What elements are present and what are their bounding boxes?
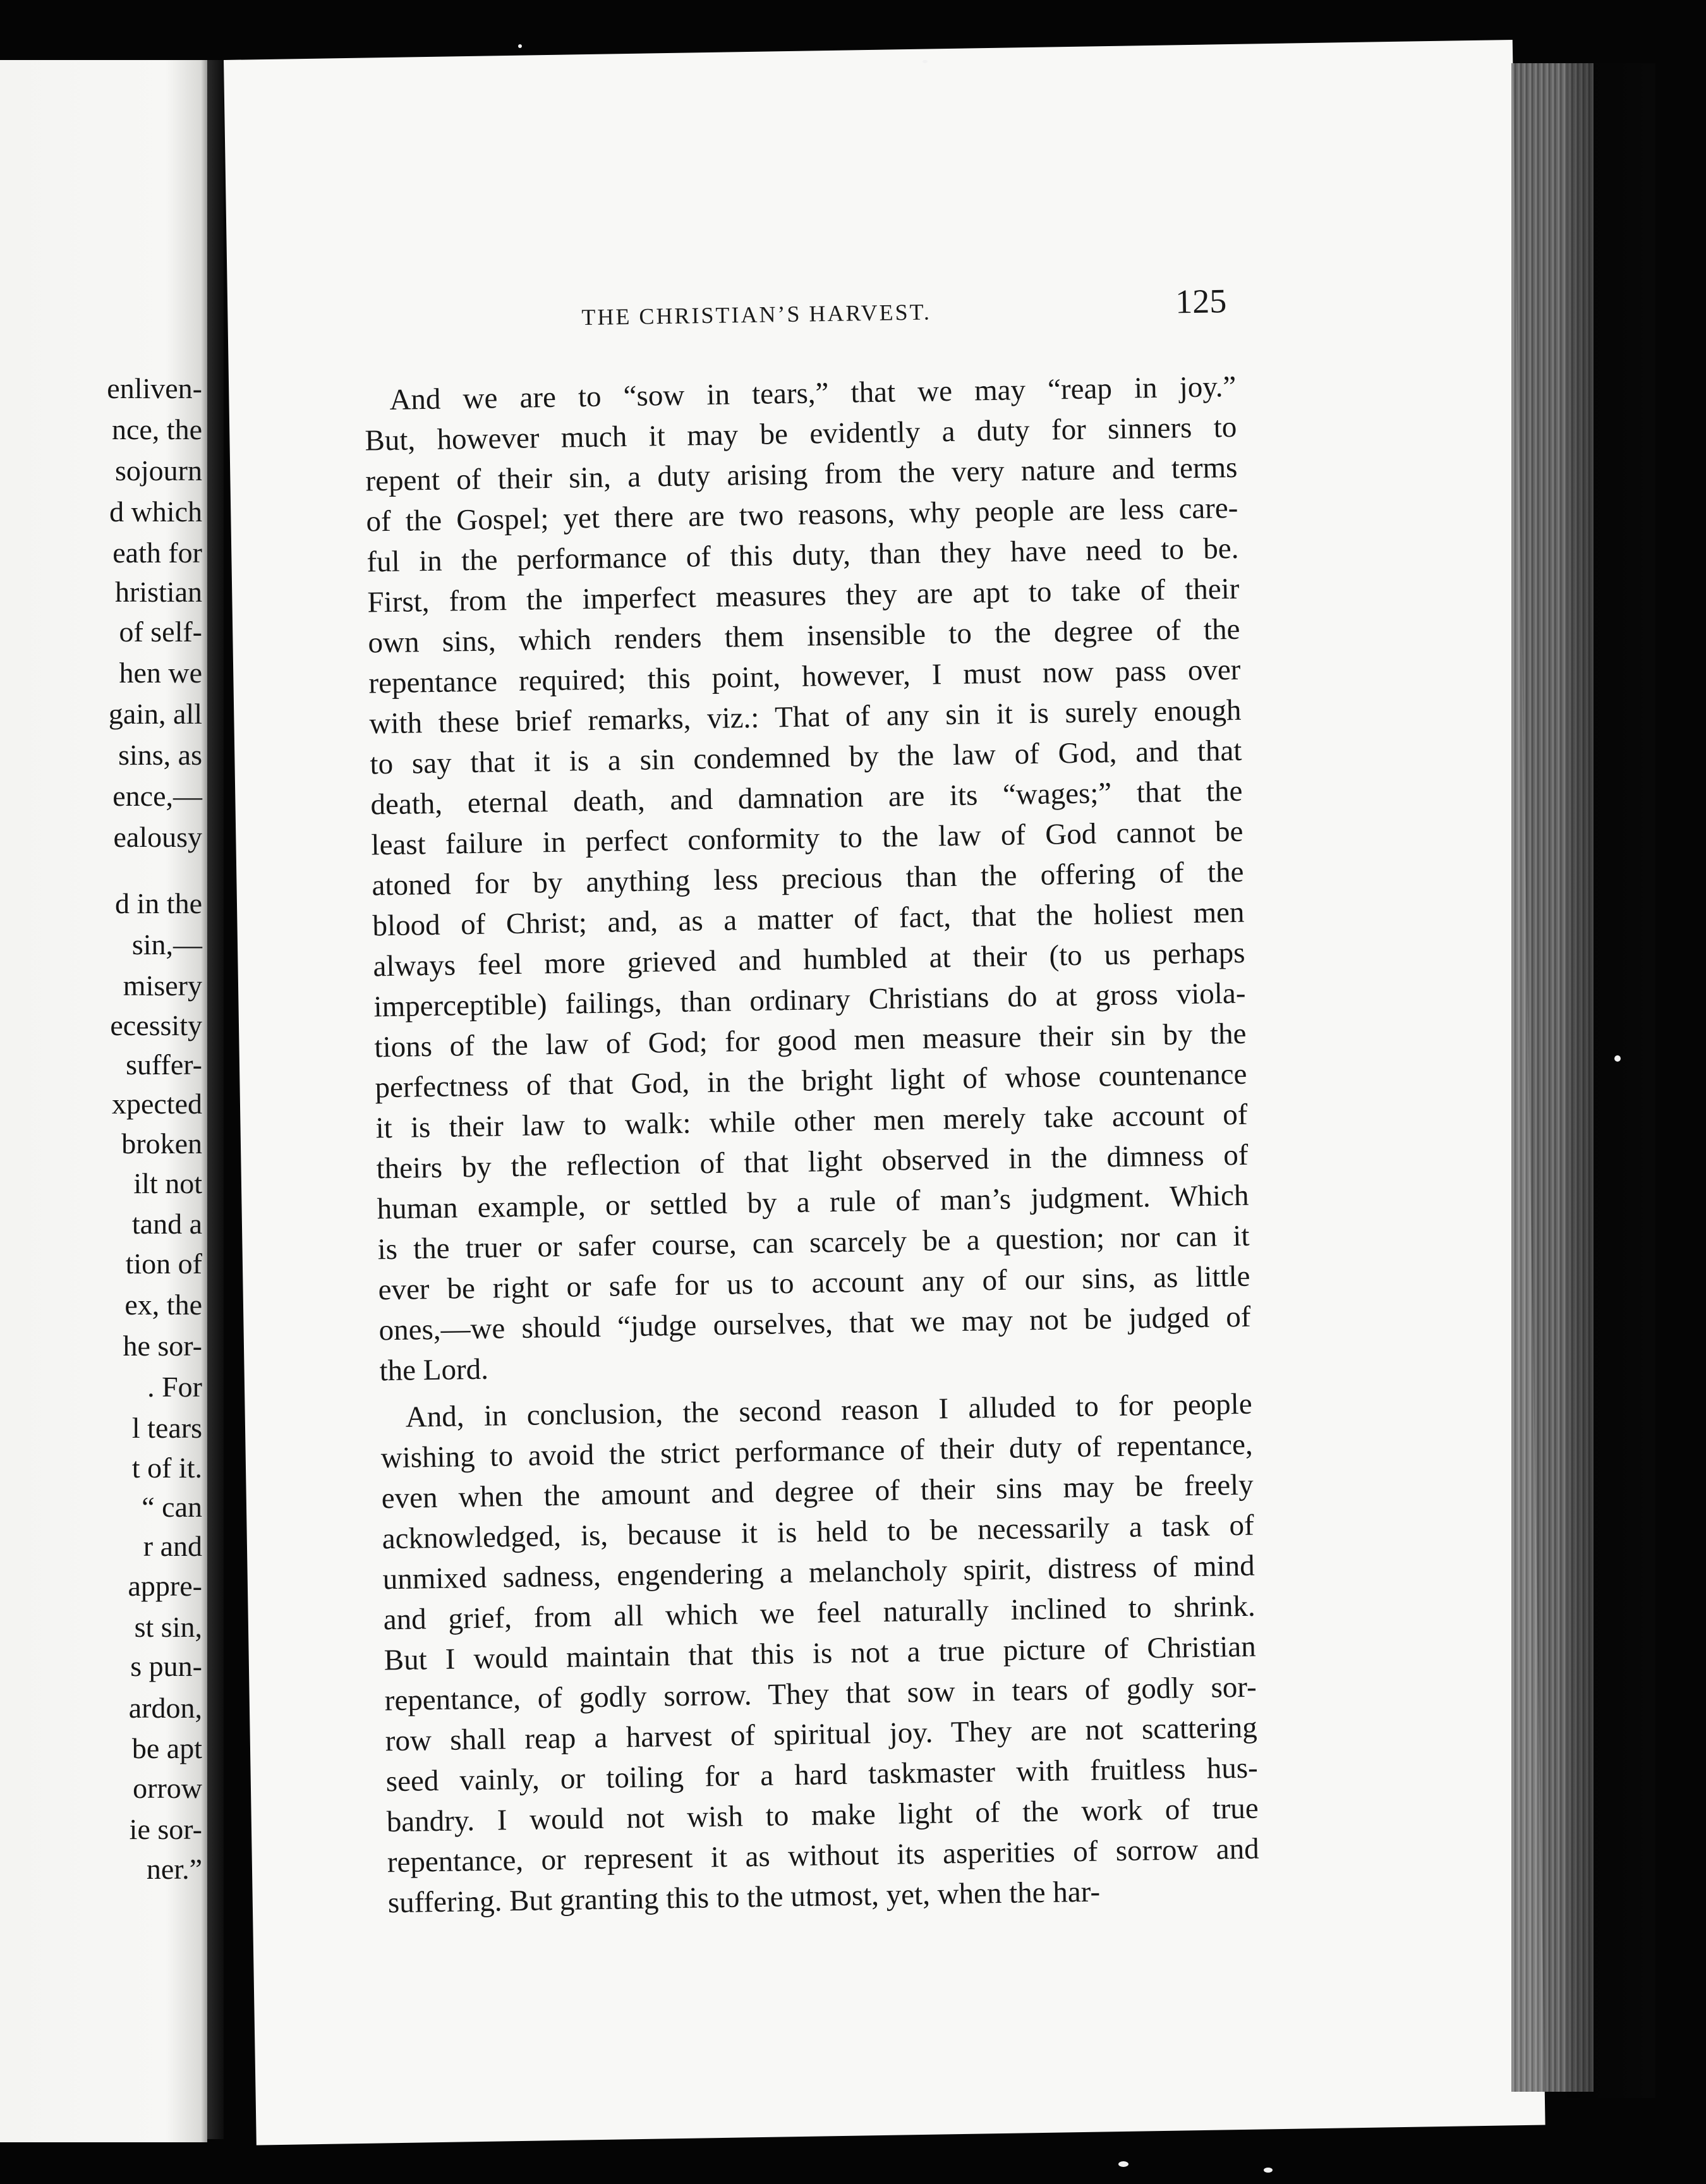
text-line: wishing to avoid the strict performance of their duty of repentance,: [380, 1428, 1254, 1475]
text-line: ones,—we should “judge ourselves, that we may not be judged of: [378, 1300, 1251, 1347]
text-line: is the truer or safer course, can scarcely be a question; nor can it: [377, 1219, 1250, 1266]
left-page-line: d which: [109, 495, 202, 528]
dust-speck: [1264, 2168, 1273, 2173]
text-line: And, in conclusion, the second reason I alluded to for people: [405, 1387, 1253, 1434]
left-page-line: t of it.: [131, 1452, 202, 1484]
text-line: But, however much it may be evidently a duty for sinners to: [365, 410, 1237, 458]
text-line: death, eternal death, and damnation are its “wages;” that the: [370, 774, 1243, 822]
text-line: ever be right or safe for us to account any of our sins, as little: [378, 1259, 1250, 1307]
text-line: ful in the performance of this duty, than they have need to be.: [366, 531, 1239, 579]
text-line: blood of Christ; and, as a matter of fact, that the holiest men: [372, 895, 1245, 943]
text-line: atoned for by anything less precious than the offering of the: [372, 855, 1244, 902]
text-line: repentance required; this point, however, I must now pass over: [368, 653, 1241, 700]
left-page-line: eath for: [112, 537, 202, 569]
left-page-line: nce, the: [111, 413, 202, 446]
left-page-line: ealousy: [113, 821, 202, 853]
left-page-line: he sor-: [123, 1330, 202, 1362]
left-page-line: r and: [143, 1530, 202, 1562]
text-line: even when the amount and degree of their sins may be freely: [381, 1468, 1254, 1515]
page-number: 125: [1175, 282, 1227, 321]
dust-speck: [1118, 2161, 1128, 2167]
text-line: to say that it is a sin condemned by the law of God, and that: [370, 734, 1242, 781]
text-line: human example, or settled by a rule of man’s judgment. Which: [377, 1179, 1249, 1226]
left-page-line: s pun-: [130, 1650, 202, 1682]
running-head: THE CHRISTIAN’S HARVEST.: [581, 299, 932, 331]
text-line: suffering. But granting this to the utmost, yet, when the har-: [387, 1875, 1101, 1920]
left-page-line: gain, all: [108, 698, 202, 730]
left-page-line: of self-: [119, 616, 202, 648]
text-line: repentance, or represent it as without its asperities of sorrow and: [387, 1832, 1260, 1879]
left-page-line: sins, as: [118, 739, 202, 771]
text-line: it is their law to walk: while other men merely take account of: [375, 1098, 1248, 1145]
left-page-line: be apt: [131, 1732, 202, 1764]
text-line: of the Gospel; yet there are two reasons, why people are less care-: [366, 491, 1238, 538]
left-page-line: misery: [123, 969, 202, 1002]
text-line: always feel more grieved and humbled at their (to us perhaps: [373, 936, 1245, 983]
text-line: and grief, from all which we feel naturally inclined to shrink.: [383, 1589, 1256, 1637]
text-line: unmixed sadness, engendering a melancholy spirit, distress of mind: [382, 1549, 1255, 1596]
text-line: least failure in perfect conformity to the law of God cannot be: [371, 815, 1243, 862]
text-line: But I would maintain that this is not a true picture of Christian: [384, 1630, 1257, 1677]
left-page-line: ilt not: [133, 1167, 202, 1199]
right-page: [224, 40, 1546, 2145]
left-page-line: sin,—: [131, 928, 202, 961]
left-page-line: xpected: [111, 1088, 202, 1120]
left-page-line: orrow: [133, 1772, 202, 1804]
body-text: [364, 367, 1260, 1923]
text-line: And we are to “sow in tears,” that we may “reap in joy.”: [389, 370, 1237, 416]
text-line: row shall reap a harvest of spiritual joy. They are not scattering: [385, 1711, 1258, 1758]
text-line: bandry. I would not wish to make light of the work of true: [386, 1792, 1259, 1839]
text-line: First, from the imperfect measures they are apt to take of their: [367, 572, 1240, 619]
page-edge-shadow: [1567, 63, 1655, 2098]
left-page-line: broken: [121, 1127, 202, 1160]
left-page-line: st sin,: [134, 1611, 202, 1643]
left-page-line: . For: [147, 1371, 202, 1403]
text-line: the Lord.: [379, 1352, 489, 1388]
book-gutter: [207, 60, 224, 2139]
left-page-line: ex, the: [124, 1289, 202, 1321]
left-page-line: ner.”: [146, 1853, 202, 1885]
left-page-line: ardon,: [128, 1692, 202, 1724]
text-line: repent of their sin, a duty arising from the very nature and terms: [365, 451, 1238, 498]
left-page-line: appre-: [128, 1570, 202, 1602]
text-line: repentance, of godly sorrow. They that sow in tears of godly sor-: [384, 1670, 1257, 1718]
left-page-line: hristian: [115, 576, 202, 608]
dust-speck: [923, 60, 928, 63]
left-page-line: ecessity: [110, 1009, 202, 1041]
left-page-line: enliven-: [107, 372, 202, 404]
left-page: [0, 60, 207, 2142]
text-line: seed vainly, or toiling for a hard taskmaster with fruitless hus-: [385, 1751, 1259, 1799]
text-line: acknowledged, is, because it is held to be necessarily a task of: [382, 1508, 1255, 1556]
left-page-line: l tears: [131, 1412, 202, 1444]
text-line: tions of the law of God; for good men measure their sin by the: [374, 1017, 1247, 1064]
dust-speck: [1614, 1055, 1621, 1062]
left-page-line: ence,—: [112, 780, 202, 812]
text-line: with these brief remarks, viz.: That of any sin it is surely enough: [369, 693, 1242, 741]
left-page-line: tion of: [125, 1247, 202, 1280]
text-line: perfectness of that God, in the bright light of whose countenance: [375, 1057, 1247, 1105]
text-line: own sins, which renders them insensible to the degree of the: [368, 612, 1240, 660]
left-page-line: tand a: [131, 1208, 202, 1240]
left-page-line: d in the: [115, 887, 202, 919]
text-line: theirs by the reflection of that light observed in the dimness of: [376, 1138, 1249, 1186]
text-line: imperceptible) failings, than ordinary Christians do at gross viola-: [373, 976, 1246, 1024]
left-page-line: hen we: [119, 657, 202, 689]
left-page-line: sojourn: [115, 454, 202, 487]
left-page-line: suffer-: [126, 1048, 202, 1081]
left-page-line: “ can: [142, 1491, 202, 1523]
dust-speck: [518, 44, 522, 48]
left-page-line: ie sor-: [129, 1813, 202, 1845]
